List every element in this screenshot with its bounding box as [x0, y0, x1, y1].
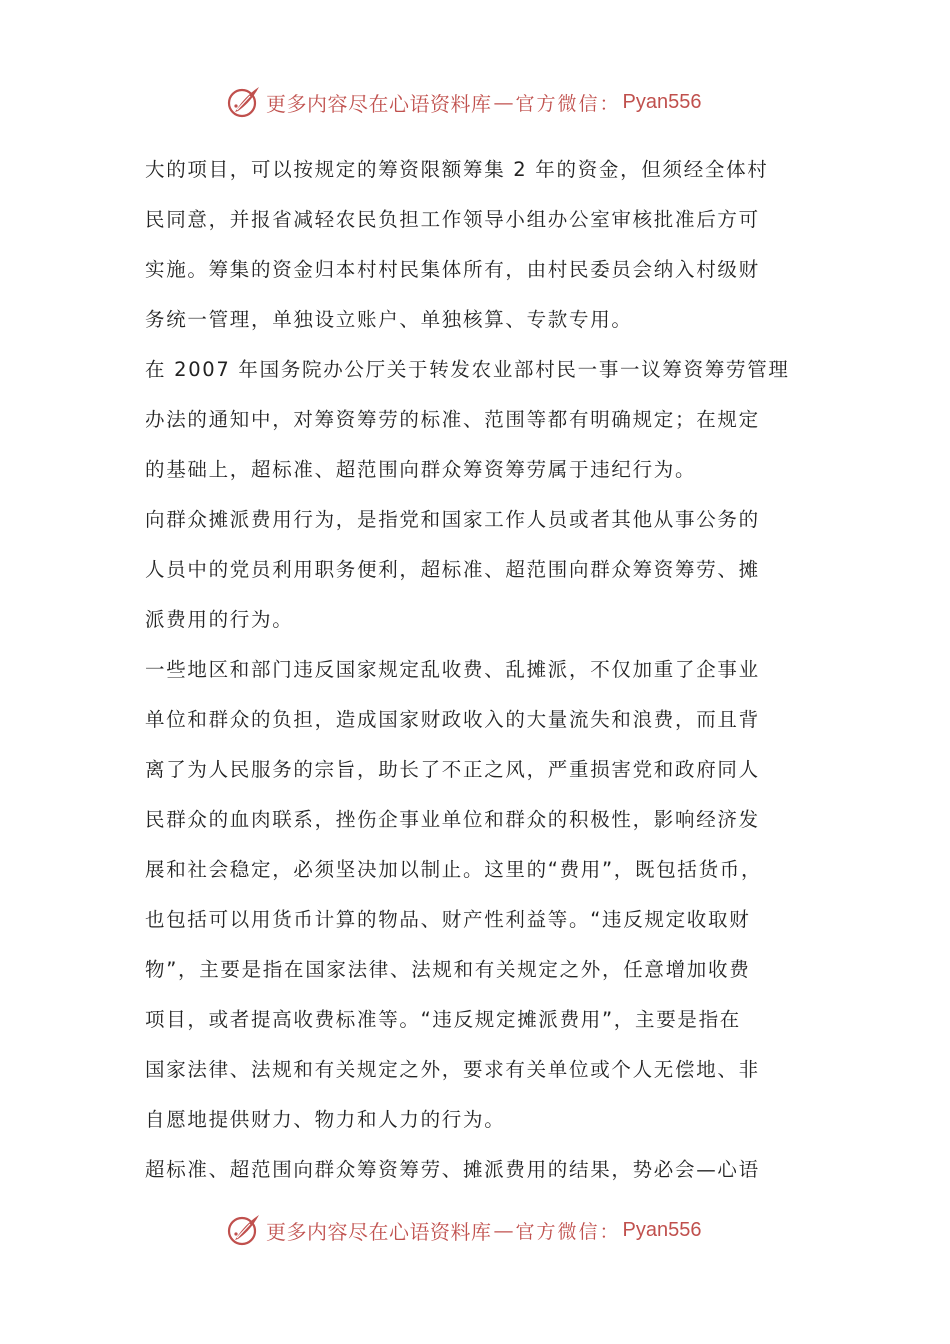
body-line: 离了为人民服务的宗旨，助长了不正之风，严重损害党和政府同人 [145, 758, 760, 781]
footer-banner [226, 1210, 701, 1250]
body-line: 自愿地提供财力、物力和人力的行为。 [145, 1108, 506, 1131]
footer-promo-text: 更多内容尽在心语资料库 [266, 1219, 492, 1244]
header-promo-text: 更多内容尽在心语资料库 [266, 91, 492, 116]
body-line: 在 2007 年国务院办公厅关于转发农业部村民一事一议筹资筹劳管理 [145, 358, 790, 381]
header-dash: — [493, 90, 514, 114]
quill-logo-icon [226, 84, 262, 120]
body-line: 一些地区和部门违反国家规定乱收费、乱摊派，不仅加重了企事业 [145, 658, 760, 681]
body-line: 民同意，并报省减轻农民负担工作领导小组办公室审核批准后方可 [145, 208, 760, 231]
body-line: 大的项目，可以按规定的筹资限额筹集 2 年的资金，但须经全体村 [145, 158, 769, 181]
body-line: 实施。筹集的资金归本村村民集体所有，由村民委员会纳入村级财 [145, 258, 760, 281]
body-line: 超标准、超范围向群众筹资筹劳、摊派费用的结果，势必会—心语 [145, 1158, 760, 1181]
header-wechat-id: Pyan556 [622, 90, 702, 113]
body-line: 务统一管理，单独设立账户、单独核算、专款专用。 [145, 308, 633, 331]
footer-dash: — [493, 1218, 514, 1242]
body-line: 项目，或者提高收费标准等。“违反规定摊派费用”，主要是指在 [145, 1008, 742, 1031]
body-line: 民群众的血肉联系，挫伤企事业单位和群众的积极性，影响经济发 [145, 808, 760, 831]
footer-official-label: 官方微信： [515, 1220, 621, 1243]
header-official-label: 官方微信： [515, 92, 621, 115]
body-line: 向群众摊派费用行为，是指党和国家工作人员或者其他从事公务的 [145, 508, 760, 531]
body-line: 国家法律、法规和有关规定之外，要求有关单位或个人无偿地、非 [145, 1058, 760, 1081]
body-line: 也包括可以用货币计算的物品、财产性利益等。“违反规定收取财 [145, 908, 751, 931]
body-line: 单位和群众的负担，造成国家财政收入的大量流失和浪费，而且背 [145, 708, 760, 731]
body-line: 人员中的党员利用职务便利，超标准、超范围向群众筹资筹劳、摊 [145, 558, 760, 581]
body-line: 派费用的行为。 [145, 608, 294, 631]
body-line: 的基础上，超标准、超范围向群众筹资筹劳属于违纪行为。 [145, 458, 697, 481]
body-line: 物”，主要是指在国家法律、法规和有关规定之外，任意增加收费 [145, 958, 751, 981]
body-line: 展和社会稳定，必须坚决加以制止。这里的“费用”，既包括货币， [145, 858, 763, 881]
body-line: 办法的通知中，对筹资筹劳的标准、范围等都有明确规定；在规定 [145, 408, 760, 431]
footer-wechat-id: Pyan556 [622, 1218, 702, 1241]
document-body [145, 145, 810, 1195]
header-banner [226, 82, 701, 122]
quill-logo-icon [226, 1212, 262, 1248]
